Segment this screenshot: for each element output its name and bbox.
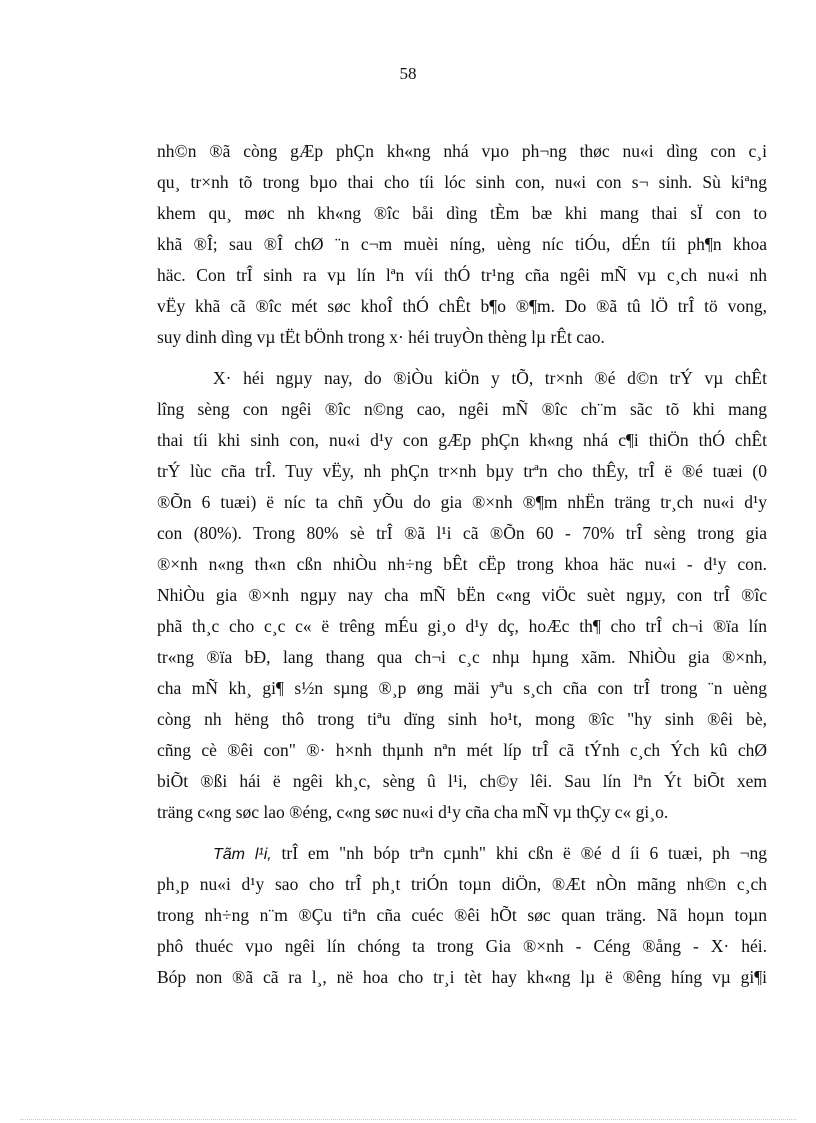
page-bottom-border <box>20 1119 796 1120</box>
text-line: phã th¸c cho c¸c c« ë trêng mÉu gi¸o d¹y dç, hoÆc th¶ cho trÎ ch¬i ®ïa lín <box>157 616 767 636</box>
text-line: cñng cè ®êi con" ®· h×nh thµnh nªn mét líp trÎ cã tÝnh c¸ch Ých kû chØ <box>157 740 767 760</box>
text-line: häc. Con trÎ sinh ra vµ lín lªn víi thÓ tr¹ng cña ngêi mÑ vµ c¸ch nu«i nh <box>157 265 767 285</box>
text-line: nh©n ®ã còng gÆp phÇn kh«ng nhá vµo ph¬ng thøc nu«i dìng con c¸i <box>157 141 767 161</box>
page-number: 58 <box>399 64 417 83</box>
text-line: trong nh÷ng n¨m ®Çu tiªn cña cuéc ®êi hÕt søc quan träng. Nã hoµn toµn <box>157 905 767 925</box>
text-line-rest: trÎ em "nh bóp trªn cµnh" khi cßn ë ®é d íi 6 tuæi, ph ¬ng <box>281 843 767 863</box>
text-line: NhiÒu gia ®×nh ngµy nay cha mÑ bËn c«ng viÖc suèt ngµy, con trÎ ®îc <box>157 585 767 605</box>
text-line: thai tíi khi sinh con, nu«i d¹y con gÆp phÇn kh«ng nhá c¶i thiÖn thÓ chÊt <box>157 430 767 450</box>
text-line: còng nh hëng thô trong tiªu dïng sinh ho¹t, mong ®îc "hy sinh ®êi bè, <box>157 709 767 729</box>
text-line: ph¸p nu«i d¹y sao cho trÎ ph¸t triÓn toµn diÖn, ®Æt nÒn mãng nh©n c¸ch <box>157 874 767 894</box>
text-line: trÝ lùc cña trÎ. Tuy vËy, nh phÇn tr×nh bµy trªn cho thÊy, trÎ ë ®é tuæi (0 <box>157 461 767 481</box>
text-line: biÕt ®ßi hái ë ngêi kh¸c, sèng û l¹i, ch©y lêi. Sau lín lªn Ýt biÕt xem <box>157 771 767 791</box>
text-line: khã ®Î; sau ®Î chØ ¨n c¬m muèi níng, uèng níc tiÓu, dÉn tíi ph¶n khoa <box>157 234 767 254</box>
text-line: khem qu¸ møc nh kh«ng ®îc båi dìng tÈm bæ khi mang thai sÏ con to <box>157 203 767 223</box>
text-line: suy dinh dìng vµ tËt bÖnh trong x· héi truyÒn thèng lµ rÊt cao. <box>157 327 605 347</box>
text-line: träng c«ng søc lao ®éng, c«ng søc nu«i d¹y cña cha mÑ vµ thÇy c« gi¸o. <box>157 802 669 822</box>
text-line: phô thuéc vµo ngêi lín chóng ta trong Gia ®×nh - Céng ®ång - X· héi. <box>157 936 767 956</box>
text-line: cha mÑ kh¸ gi¶ s½n sµng ®¸p øng mäi yªu s¸ch cña con trÎ trong ¨n uèng <box>157 678 767 698</box>
text-line: ®×nh n«ng th«n cßn nhiÒu nh÷ng bÊt cËp trong khoa häc nu«i - d¹y con. <box>157 554 767 574</box>
text-line: con (80%). Trong 80% sè trÎ ®ã l¹i cã ®Õn 60 - 70% trÎ sèng trong gia <box>157 523 767 543</box>
text-line: ®Õn 6 tuæi) ë níc ta chñ yÕu do gia ®×nh ®¶m nhËn träng tr¸ch nu«i d¹y <box>157 492 767 512</box>
text-line: X· héi ngµy nay, do ®iÒu kiÖn y tÕ, tr×nh ®é d©n trÝ vµ chÊt <box>213 368 767 388</box>
text-line: lîng sèng con ngêi ®îc n©ng cao, ngêi mÑ ®îc ch¨m sãc tõ khi mang <box>157 399 767 419</box>
text-line <box>157 842 767 864</box>
text-line: qu¸ tr×nh tõ trong bµo thai cho tíi lóc sinh con, nu«i con s¬ sinh. Sù kiªng <box>157 172 767 192</box>
italic-lead: Tãm l¹i, <box>213 846 272 863</box>
text-line: Bóp non ®ã cã ra l¸, në hoa cho tr¸i tèt hay kh«ng lµ ë ®êng híng vµ gi¶i <box>157 967 767 987</box>
text-line: tr«ng ®ïa bÐ, lang thang qua ch¬i c¸c nhµ hµng xãm. NhiÒu gia ®×nh, <box>157 647 767 667</box>
text-line: vËy khã cã ®îc mét søc khoÎ thÓ chÊt b¶o ®¶m. Do ®ã tû lÖ trÎ tö vong, <box>157 296 767 316</box>
